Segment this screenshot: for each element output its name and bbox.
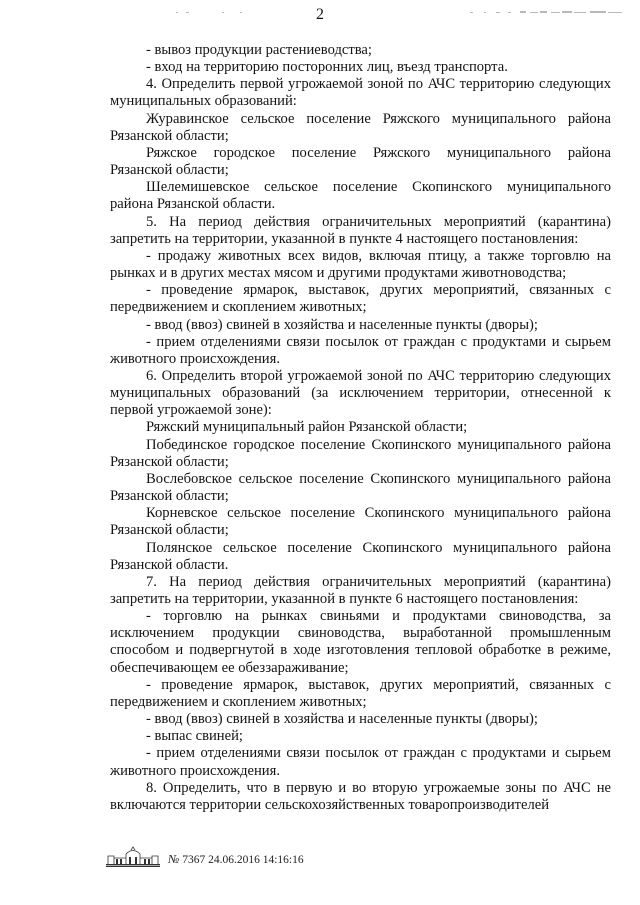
bullet-item: - торговлю на рынках свиньями и продуктами свиноводства, за исключением продукции свиноводства, выработанной промышленным способом и подвергнутой в ходе изготовления тепловой обработке в режиме, обеспечивающем ее обеззараживание;: [110, 608, 611, 676]
numbered-clause: 6. Определить второй угрожаемой зоной по АЧС территорию следующих муниципальных образований (за исключением территории, отнесенной к первой угрожаемой зоне):: [110, 367, 611, 419]
bullet-item: - ввод (ввоз) свиней в хозяйства и населенные пункты (дворы);: [146, 711, 538, 728]
page-number: 2: [316, 6, 324, 23]
bullet-item: - прием отделениями связи посылок от граждан с продуктами и сырьем животного происхождения.: [110, 745, 611, 779]
bullet-item: - выпас свиней;: [146, 728, 243, 745]
registration-stamp: [168, 852, 304, 867]
bullet-item: - продажу животных всех видов, включая птицу, а также торговлю на рынках и в других местах мясом и другими продуктами животноводства;: [110, 247, 611, 282]
municipality-item: Побединское городское поселение Скопинского муниципального района Рязанской области;: [110, 436, 611, 470]
registration-datetime: 7367 24.06.2016 14:16:16: [182, 853, 304, 866]
municipality-item: Шелемишевское сельское поселение Скопинского муниципального района Рязанской области.: [110, 179, 611, 213]
numbered-clause: 8. Определить, что в первую и во вторую угрожаемые зоны по АЧС не включаются территории сельскохозяйственных товаропроизводителей: [110, 779, 611, 813]
municipality-item: Ряжский муниципальный район Рязанской области;: [146, 419, 468, 436]
numbered-clause: 4. Определить первой угрожаемой зоной по АЧС территорию следующих муниципальных образований:: [110, 76, 611, 110]
municipality-item: Корневское сельское поселение Скопинского муниципального района Рязанской области;: [110, 505, 611, 539]
bullet-item: - вывоз продукции растениеводства;: [146, 42, 372, 58]
municipality-item: Полянское сельское поселение Скопинского муниципального района Рязанской области.: [110, 539, 611, 573]
bullet-item: - ввод (ввоз) свиней в хозяйства и населенные пункты (дворы);: [146, 316, 538, 333]
bullet-item: - проведение ярмарок, выставок, других мероприятий, связанных с передвижением и скоплением животных;: [110, 676, 611, 710]
document-body: [110, 42, 611, 814]
municipality-item: Журавинское сельское поселение Ряжского муниципального района Рязанской области;: [110, 110, 611, 144]
municipality-item: Вослебовское сельское поселение Скопинского муниципального района Рязанской области;: [110, 470, 611, 505]
building-seal-icon: [104, 846, 162, 873]
document-footer: [104, 847, 304, 871]
numbered-clause: 7. На период действия ограничительных мероприятий (карантина) запретить на территории, указанной в пункте 6 настоящего постановления:: [110, 573, 611, 607]
bullet-item: - вход на территорию посторонних лиц, въезд транспорта.: [146, 59, 508, 76]
registration-symbol: №: [168, 851, 180, 866]
bullet-item: - прием отделениями связи посылок от граждан с продуктами и сырьем животного происхождения.: [110, 333, 611, 367]
municipality-item: Ряжское городское поселение Ряжского муниципального района Рязанской области;: [110, 144, 611, 179]
numbered-clause: 5. На период действия ограничительных мероприятий (карантина) запретить на территории, указанной в пункте 4 настоящего постановления:: [110, 213, 611, 247]
bullet-item: - проведение ярмарок, выставок, других мероприятий, связанных с передвижением и скоплением животных;: [110, 282, 611, 316]
scan-artifact: [0, 10, 640, 16]
